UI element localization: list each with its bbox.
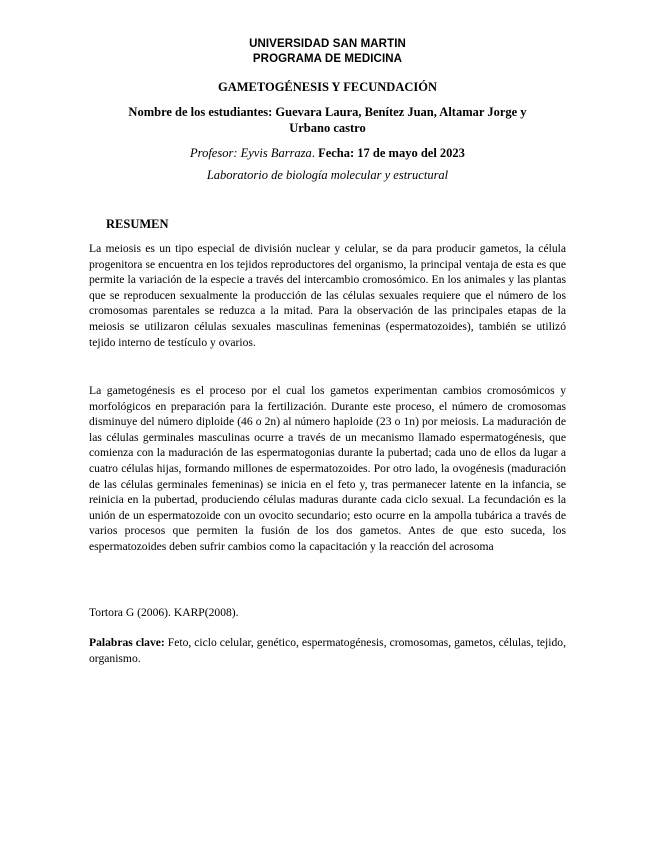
lab-name: Laboratorio de biología molecular y estructural: [206, 168, 449, 182]
university-name: UNIVERSIDAD SAN MARTIN: [249, 38, 406, 50]
abstract-heading: RESUMEN: [106, 217, 169, 231]
abstract-paragraph-2: La gametogénesis es el proceso por el cual los gametos experimentan cambios cromosómicos y morfológicos en preparación para la fertilización. Durante este proceso, el número de cromosomas disminuye del número diploide (46 o 2n) al número haploide (23 o 1n) por meiosis. La maduración de las células germinales masculinas ocurre a través de un mecanismo llamado espermatogénesis, que comienza con la maduración de las espermatogonias durante la pubertad; cada uno de ellos da lugar a cuatro células hijas, formando millones de espermatozoides. Por otro lado, la ovogénesis (maduración de las células germinales femeninas) se inicia en el feto y, tras permanecer latente en la infancia, se reinicia en la pubertad, produciendo células maduras durante cada ciclo sexual. La fecundación es la unión de un espermatozoide con un ovocito secundario; esto ocurre en la ampolla tubárica a través de varios procesos que permiten la fusión de los dos gametos. Antes de que esto suceda, los espermatozoides deben sufrir cambios como la capacitación y la reacción del acrosoma: [89, 384, 566, 553]
paper-title: GAMETOGÉNESIS Y FECUNDACIÓN: [217, 80, 437, 94]
students-line-1: Nombre de los estudiantes: Guevara Laura, Benítez Juan, Altamar Jorge y: [128, 105, 527, 119]
keywords-paragraph: [89, 635, 566, 666]
abstract-paragraph-1: La meiosis es un tipo especial de división nuclear y celular, se da para producir gametos, la célula progenitora se encuentra en los tejidos reproductores del organismo, la principal ventaja de esta es que permite la variación de la especie a través del intercambio cromosómico. En los animales y las plantas que se reproducen sexualmente la producción de las células sexuales requiere que el número de los cromosomas parentales se reduzca a la mitad. Para la observación de las principales etapas de la meiosis se utilizaron células sexuales masculinas femeninas (espermatozoides), también se utilizó tejido interno de testículo y ovarios.: [89, 242, 566, 349]
keywords-label: Palabras clave:: [89, 636, 165, 649]
date-value: 17 de mayo del 2023: [357, 146, 465, 160]
keywords-list: Feto, ciclo celular, genético, espermatogénesis, cromosomas, gametos, células, tejido, organismo.: [89, 636, 566, 665]
professor-line: Profesor: Eyvis Barraza. Fecha: 17 de mayo del 2023: [190, 146, 465, 160]
professor-label: Profesor:: [190, 146, 238, 160]
program-name: PROGRAMA DE MEDICINA: [252, 53, 403, 65]
references: Tortora G (2006). KARP(2008).: [89, 606, 239, 619]
date-label: Fecha:: [318, 146, 355, 160]
professor-name: Eyvis Barraza: [240, 146, 312, 160]
students-line-2: Urbano castro: [289, 121, 366, 135]
